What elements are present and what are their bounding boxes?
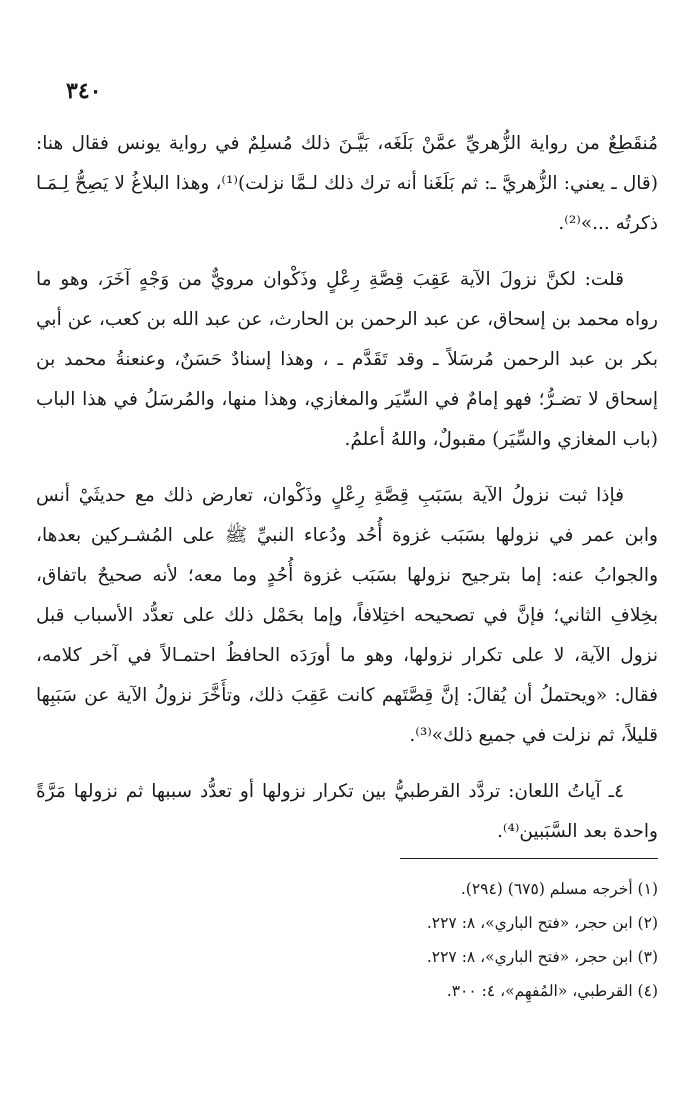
page-number: ٣٤٠ [66,78,102,104]
paragraph-3: فإذا ثبت نزولُ الآية بسَبَبِ قِصَّةِ رِعْلٍ وذَكْوان، تعارض ذلك مع حديثَيْ أنس وابن عمر في نزولها بسَبَب غزوة أُحُد ودُعاء النبيِّ ﷺ على المُشـركين بعدها، والجوابُ عنه: إما بترجيح نزولها بسَبَب غزوة أُحُدٍ وما معه؛ لأنه صحيحٌ باتفاق، بخِلافِ الثاني؛ فإنَّ في تصحيحه اختِلافاً، وإما بحَمْل ذلك على تعدُّد الأسباب قبل نزول الآية، لا على تكرار نزولها، وهو ما أورَدَه الحافظُ احتمـالاً في آخر كلامه، فقال: «ويحتملُ أن يُقالَ: إنَّ قِصَّتَهم كانت عَقِبَ ذلك، وتأَخَّرَ نزولُ الآية عن سَبَبِها قليلاً، ثم نزلت في جميع ذلك»⁽³⁾. [36,485,658,746]
footnote-2: (٢) ابن حجر، «فتح الباري»، ٨: ٢٢٧. [426,914,658,932]
paragraph-2: قلت: لكنَّ نزولَ الآية عَقِبَ قِصَّةِ رِعْلٍ وذَكْوان مرويٌّ من وَجْهٍ آخَرَ، وهو ما رواه محمد بن إسحاق، عن عبد الرحمن بن الحارث، عن عبد الله بن كعب، عن أبي بكر بن عبد الرحمن مُرسَلاً ـ وقد تَقَدَّم ـ ، وهذا إسنادٌ حَسَنٌ، وعنعنةُ محمد بن إسحاق لا تضـرُّ؛ فهو إمامٌ في السِّيَر والمغازي، وهذا منها، والمُرسَلُ في هذا الباب (باب المغازي والسِّيَر) مقبولٌ، واللهُ أعلمُ. [36,269,658,450]
paragraph-4: ٤ـ آياتُ اللعان: تردَّد القرطبيُّ بين تكرار نزولها أو تعدُّد سببها ثم نزولها مَرَّةً واحدة بعد السَّبَبين⁽⁴⁾. [36,781,658,842]
paragraph-1: مُنقَطِعٌ من رواية الزُّهريِّ عمَّنْ بَلَغَه، بَيَّـنَ ذلك مُسلِمٌ في رواية يونس فقال هنا: (قال ـ يعني: الزُّهريَّ ـ: ثم بَلَغَنا أنه ترك ذلك لـمَّا نزلت)⁽¹⁾، وهذا البلاغُ لا يَصِحُّ لِـمَـا ذكرتُه ...»⁽²⁾. [36,133,658,234]
main-text [36,124,658,868]
footnote-separator [400,858,658,859]
footnotes [38,872,658,1008]
footnote-4: (٤) القرطبي، «المُفهِم»، ٤: ٣٠٠. [446,982,658,1000]
footnote-1: (١) أخرجه مسلم (٦٧٥) (٢٩٤). [460,880,658,898]
footnote-3: (٣) ابن حجر، «فتح الباري»، ٨: ٢٢٧. [426,948,658,966]
